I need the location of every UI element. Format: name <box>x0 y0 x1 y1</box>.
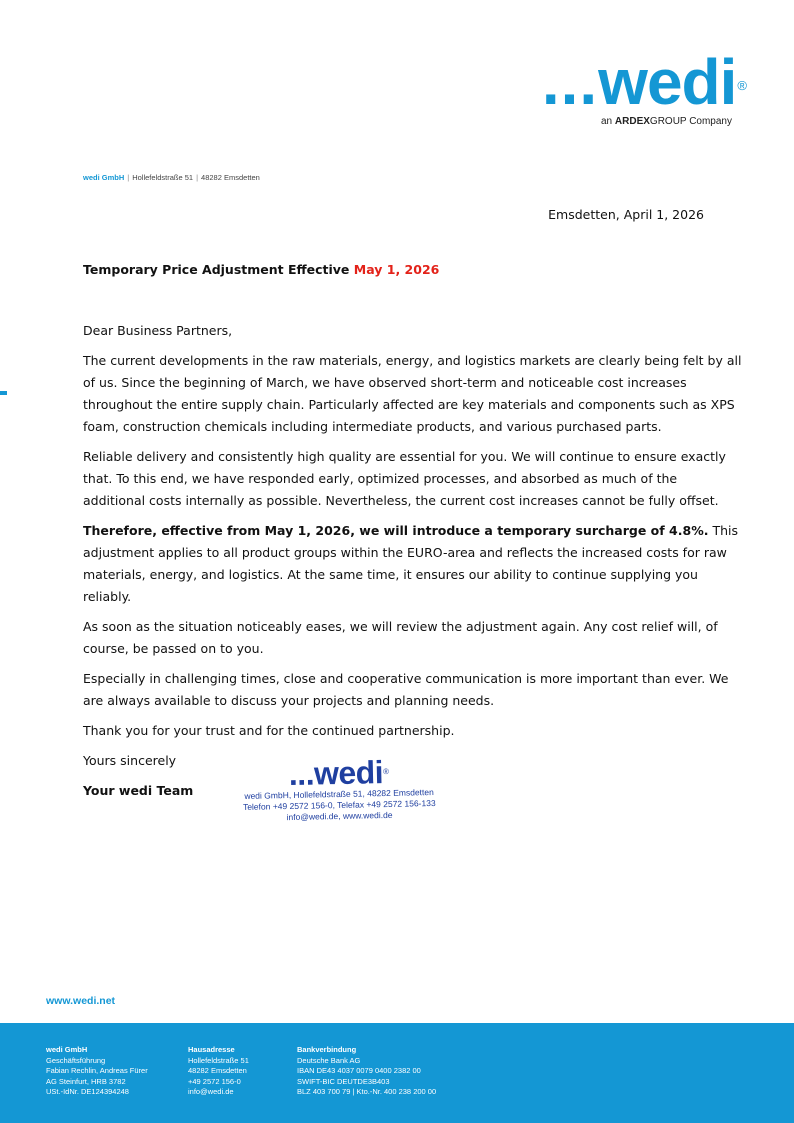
fold-mark <box>0 391 7 395</box>
footer-address-line: Hollefeldstraße 51 <box>188 1055 249 1065</box>
footer-bank-line: Deutsche Bank AG <box>297 1055 361 1065</box>
subject-highlight-date: May 1, 2026 <box>353 262 440 277</box>
footer-bank-column <box>297 1045 436 1098</box>
registered-mark: ® <box>737 78 746 93</box>
footer-address-column <box>188 1045 249 1098</box>
letter-body <box>83 320 743 810</box>
footer-address-line: info@wedi.de <box>188 1087 234 1096</box>
website-link[interactable]: www.wedi.net <box>46 995 116 1007</box>
footer-company-column <box>46 1045 148 1098</box>
subject-text: Temporary Price Adjustment Effective <box>83 262 350 277</box>
logo-dots: ... <box>541 46 599 118</box>
paragraph-3 <box>83 520 743 608</box>
wedi-logo <box>541 46 746 127</box>
paragraph-1: The current developments in the raw materials, energy, and logistics markets are clearly being felt by all of us. Since the beginning of March, we have observed short-term and noticeable cost increases throughout the entire supply chain. Particularly affected are key materials and components such as XPS foam, construction chemicals including intermediate products, and various purchased parts. <box>83 353 742 434</box>
sender-separator: | <box>196 173 199 182</box>
sender-street: Hollefeldstraße 51 <box>132 173 194 182</box>
salutation: Dear Business Partners, <box>83 323 233 338</box>
tagline-suffix: GROUP Company <box>649 116 732 127</box>
footer-address-line: 48282 Emsdetten <box>188 1066 247 1075</box>
footer-company-line: Fabian Rechlin, Andreas Fürer <box>46 1066 148 1075</box>
sender-separator: | <box>127 173 130 182</box>
logo-wordmark <box>541 46 746 118</box>
paragraph-4: As soon as the situation noticeably eases, we will review the adjustment again. Any cost relief will, of course, be passed on to you. <box>83 619 718 656</box>
closing: Yours sincerely <box>83 753 177 768</box>
footer-bank-line: SWIFT-BIC DEUTDE3B403 <box>297 1076 390 1086</box>
tagline-brand: ARDEX <box>614 116 650 127</box>
tagline-prefix: an <box>601 116 613 127</box>
footer-address-line: +49 2572 156-0 <box>188 1076 241 1086</box>
sender-city: 48282 Emsdetten <box>201 173 260 182</box>
sender-company: wedi GmbH <box>83 173 125 182</box>
stamp-registered-mark: ® <box>382 766 389 777</box>
logo-word: wedi <box>598 46 737 118</box>
stamp-logo-text: ...wedi <box>288 754 384 793</box>
footer-band <box>0 1023 794 1123</box>
paragraph-3-rest: This adjustment applies to all product groups within the EURO-area and reflects the increased costs for raw materials, energy, and logistics. At the same time, it ensures our ability to continue supplying you reliably. <box>83 523 738 604</box>
footer-company-line: AG Steinfurt, HRB 3782 <box>46 1076 126 1086</box>
stamp-phone: Telefon +49 2572 156-0, Telefax +49 2572 156-133 <box>242 797 436 813</box>
stamp-contact: info@wedi.de, www.wedi.de <box>286 809 393 823</box>
footer-bank-heading: Bankverbindung <box>297 1045 357 1054</box>
letter-date: Emsdetten, April 1, 2026 <box>548 207 704 222</box>
footer-bank-line: IBAN DE43 4037 0079 0400 2382 00 <box>297 1066 421 1075</box>
paragraph-6: Thank you for your trust and for the continued partnership. <box>83 723 455 738</box>
letter-subject <box>83 262 439 277</box>
stamp-logo <box>233 755 444 791</box>
paragraph-5: Especially in challenging times, close and cooperative communication is more important than ever. We are always available to discuss your projects and planning needs. <box>83 671 729 708</box>
footer-company-heading: wedi GmbH <box>46 1045 88 1054</box>
stamp-address: wedi GmbH, Hollefeldstraße 51, 48282 Emsdetten <box>244 787 434 801</box>
signature-team: Your wedi Team <box>83 783 194 798</box>
footer-address-heading: Hausadresse <box>188 1045 235 1054</box>
surcharge-statement: Therefore, effective from May 1, 2026, we will introduce a temporary surcharge of 4.8%. <box>83 523 709 538</box>
company-stamp <box>233 755 444 824</box>
paragraph-2: Reliable delivery and consistently high quality are essential for you. We will continue to ensure exactly that. To this end, we have responded early, optimized processes, and absorbed as much of the additional costs internally as possible. Nevertheless, the current cost increases cannot be fully offset. <box>83 449 726 508</box>
sender-line <box>83 173 260 182</box>
footer-bank-line: BLZ 403 700 79 | Kto.-Nr. 400 238 200 00 <box>297 1087 437 1096</box>
footer-company-line: USt.-IdNr. DE124394248 <box>46 1087 129 1096</box>
footer-company-line: Geschäftsführung <box>46 1055 106 1065</box>
